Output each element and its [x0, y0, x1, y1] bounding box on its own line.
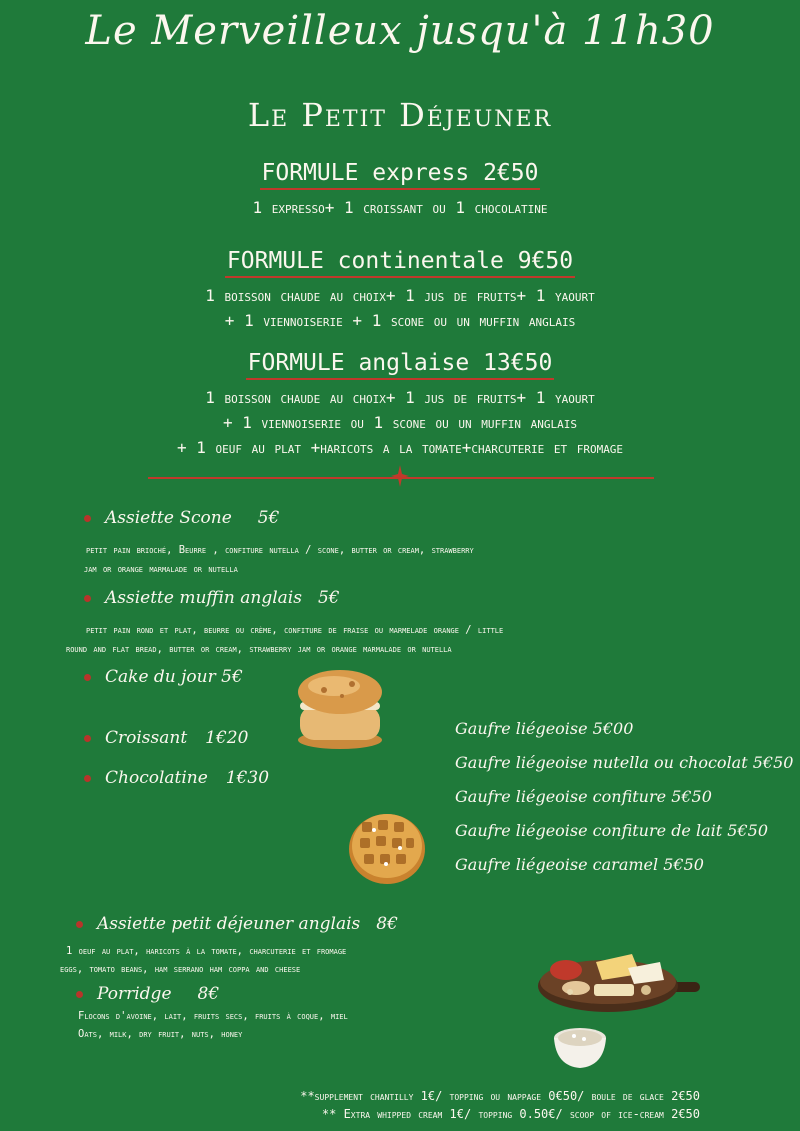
item-porridge: Porridge 8€	[76, 984, 219, 1004]
bullet-icon	[76, 921, 83, 928]
bullet-icon	[84, 674, 91, 681]
item-price: 1€20	[205, 728, 249, 748]
item-croissant: Croissant 1€20	[84, 728, 248, 748]
item-price: 8€	[197, 984, 220, 1004]
porridge-desc-1: Flocons d'avoine, lait, fruits secs, fruits à coque, miel	[78, 1010, 348, 1022]
gaufres-list	[455, 712, 793, 882]
formula-anglaise-line-2: + 1 viennoiserie ou 1 scone ou un muffin anglais	[222, 413, 577, 432]
porridge-bowl-image	[552, 1020, 608, 1072]
formula-express-line: 1 expresso+ 1 croissant ou 1 chocolatine	[252, 198, 548, 217]
bullet-icon	[84, 595, 91, 602]
gaufre-item: Gaufre liégeoise caramel 5€50	[455, 855, 704, 874]
formula-anglaise-line-3: + 1 oeuf au plat +haricots a la tomate+charcuterie et fromage	[176, 438, 624, 457]
petit-dej-desc-1: 1 oeuf au plat, haricots à la tomate, charcuterie et fromage	[66, 945, 347, 957]
formula-anglaise-heading: FORMULE anglaise 13€50	[0, 350, 800, 376]
divider-ornament-icon	[391, 465, 409, 487]
item-muffin: Assiette muffin anglais 5€	[84, 588, 340, 608]
item-price: 8€	[376, 914, 398, 934]
footer-supplement-en: ** Extra whipped cream 1€/ topping 0.50€/ scoop of ice-cream 2€50	[321, 1107, 700, 1121]
item-price: 1€30	[225, 768, 270, 788]
page-subtitle: Le Petit Déjeuner	[247, 96, 553, 134]
item-cake: Cake du jour 5€	[84, 667, 243, 687]
item-petit-dej-anglais: Assiette petit déjeuner anglais 8€	[76, 914, 398, 934]
bullet-icon	[76, 991, 83, 998]
scone-desc-2: jam or orange marmalade or nutella	[84, 563, 238, 575]
petit-dej-desc-2: eggs, tomato beans, ham serrano ham coppa and cheese	[60, 963, 301, 975]
scone-image	[294, 668, 386, 750]
porridge-desc-2: Oats, milk, dry fruit, nuts, honey	[78, 1028, 243, 1040]
muffin-desc-2: round and flat bread, butter or cream, strawberry jam or orange marmalade or nutella	[66, 643, 452, 655]
page-title: Le Merveilleux jusqu'à 11h30	[85, 8, 715, 54]
gaufre-item: Gaufre liégeoise 5€00	[455, 719, 634, 738]
item-price: 5€	[317, 588, 340, 608]
cheese-board-image	[536, 940, 702, 1018]
bullet-icon	[84, 775, 91, 782]
formula-express-heading: FORMULE express 2€50	[0, 160, 800, 186]
gaufre-item: Gaufre liégeoise confiture 5€50	[455, 787, 712, 806]
bullet-icon	[84, 515, 91, 522]
formula-continentale-line-2: + 1 viennoiserie + 1 scone ou un muffin anglais	[224, 311, 576, 330]
muffin-desc-1: petit pain rond et plat, beurre ou crème, confiture de fraise ou marmelade orange / little	[86, 624, 504, 636]
formula-anglaise-line-1: 1 boisson chaude au choix+ 1 jus de fruits+ 1 yaourt	[205, 388, 595, 407]
gaufre-item: Gaufre liégeoise confiture de lait 5€50	[455, 821, 768, 840]
footer-supplement-fr: **supplement chantilly 1€/ topping ou nappage 0€50/ boule de glace 2€50	[300, 1089, 700, 1103]
formula-continentale-line-1: 1 boisson chaude au choix+ 1 jus de fruits+ 1 yaourt	[205, 286, 595, 305]
waffle-image	[346, 808, 428, 886]
item-chocolatine: Chocolatine 1€30	[84, 768, 269, 788]
item-scone: Assiette Scone 5€	[84, 508, 279, 528]
formula-continentale-heading: FORMULE continentale 9€50	[0, 248, 800, 274]
scone-desc-1: petit pain brioché, Beurre , confiture nutella / scone, butter or cream, strawberry	[86, 544, 474, 556]
gaufre-item: Gaufre liégeoise nutella ou chocolat 5€50	[455, 753, 794, 772]
item-price: 5€	[257, 508, 280, 528]
bullet-icon	[84, 735, 91, 742]
item-price: 5€	[221, 667, 243, 687]
